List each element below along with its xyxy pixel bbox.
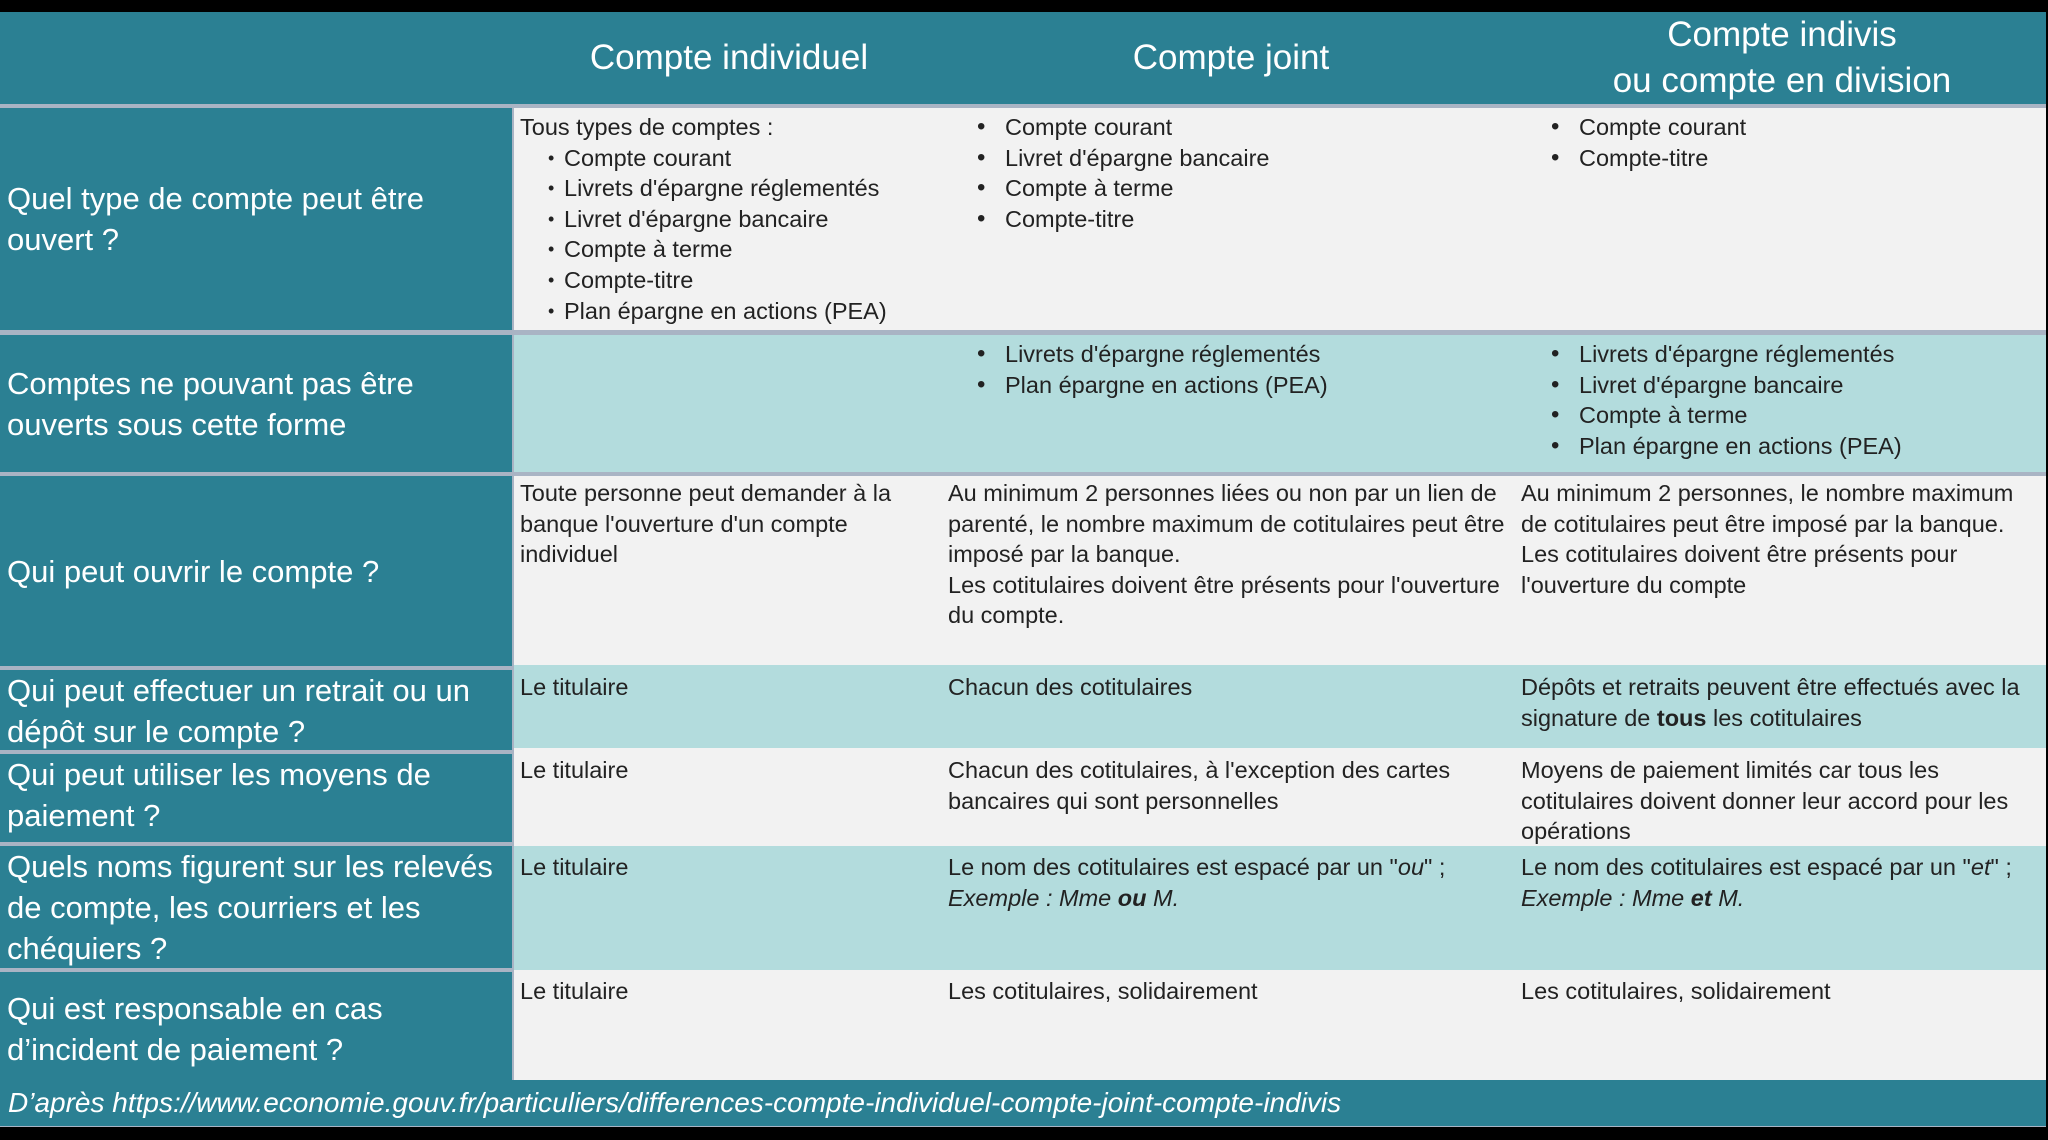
list-item: • Plan épargne en actions (PEA) xyxy=(977,370,1517,401)
list-item: • Compte à terme xyxy=(977,173,1517,204)
cell-individuel-noms: Le titulaire xyxy=(520,854,629,880)
row-label-noms-releves: Quels noms figurent sur les relevés de compte, les courriers et les chéquiers ? xyxy=(0,846,512,968)
cell-indivis-responsable: Les cotitulaires, solidairement xyxy=(1521,978,1831,1004)
list-item: • Compte à terme xyxy=(548,234,940,265)
cell-individuel-types: Tous types de comptes : • Compte courant • Livrets d'épargne réglementés • Livret d'épargne bancaire • Compte à terme • Compte-titre • Plan épargne en actions (PEA) xyxy=(520,112,940,326)
list-indivis-non-ouvrables xyxy=(1551,339,2041,461)
list-item: • Plan épargne en actions (PEA) xyxy=(548,296,940,327)
list-indivis-types xyxy=(1551,112,2041,173)
cell-joint-responsable: Les cotitulaires, solidairement xyxy=(948,978,1258,1004)
list-item: • Compte-titre xyxy=(977,204,1517,235)
cell-individuel-ouverture: Toute personne peut demander à la banque l'ouverture d'un compte individuel xyxy=(520,480,892,568)
column-header-joint: Compte joint xyxy=(1132,38,1330,77)
cell-indivis-types xyxy=(1551,112,2041,173)
list-item: • Livrets d'épargne réglementés xyxy=(977,339,1517,370)
list-joint-non-ouvrables xyxy=(977,339,1517,400)
source-footer: D’après https://www.economie.gouv.fr/particuliers/differences-compte-individuel-compte-joint-compte-indivis xyxy=(0,1080,2046,1126)
cell-indivis-non-ouvrables xyxy=(1551,339,2041,461)
list-item: • Compte courant xyxy=(977,112,1517,143)
list-joint-types xyxy=(977,112,1517,234)
cell-joint-retrait: Chacun des cotitulaires xyxy=(948,674,1193,700)
list-item: • Livrets d'épargne réglementés xyxy=(548,173,940,204)
cell-joint-noms: Le nom des cotitulaires est espacé par un "ou" ; Exemple : Mme ou M. xyxy=(948,854,1446,911)
row-label-non-ouvrables: Comptes ne pouvant pas être ouverts sous cette forme xyxy=(0,335,512,472)
list-item: • Compte-titre xyxy=(548,265,940,296)
cell-joint-non-ouvrables xyxy=(977,339,1517,400)
cell-indivis-retrait: Dépôts et retraits peuvent être effectués avec la signature de tous les cotitulaires xyxy=(1521,674,2020,731)
cell-indivis-ouverture: Au minimum 2 personnes, le nombre maximum de cotitulaires peut être imposé par la banque. Les cotitulaires doivent être présents pour l'ouverture du compte xyxy=(1521,480,2014,598)
list-item: • Livret d'épargne bancaire xyxy=(548,204,940,235)
column-header-indivis: Compte indivis ou compte en division xyxy=(1612,15,1952,100)
cell-indivis-noms: Le nom des cotitulaires est espacé par un "et" ; Exemple : Mme et M. xyxy=(1521,854,2012,911)
row-label-types-ouvrables: Quel type de compte peut être ouvert ? xyxy=(0,108,512,330)
row-label-retrait-depot: Qui peut effectuer un retrait ou un dépôt sur le compte ? xyxy=(0,670,512,750)
table-header-row xyxy=(0,12,2046,104)
column-header-individuel: Compte individuel xyxy=(589,38,869,77)
cell-joint-types xyxy=(977,112,1517,234)
list-item: • Compte-titre xyxy=(1551,143,2041,174)
list-item: • Livrets d'épargne réglementés xyxy=(1551,339,2041,370)
cell-individuel-responsable: Le titulaire xyxy=(520,978,629,1004)
cell-joint-ouverture: Au minimum 2 personnes liées ou non par un lien de parenté, le nombre maximum de cotitulaires peut être imposé par la banque. Les cotitulaires doivent être présents pour l'ouverture du compte. xyxy=(948,480,1505,629)
list-individuel-types xyxy=(548,143,940,327)
list-item: • Livret d'épargne bancaire xyxy=(977,143,1517,174)
list-item: • Compte courant xyxy=(548,143,940,174)
row-label-spacer xyxy=(0,972,512,988)
row-label-qui-peut-ouvrir: Qui peut ouvrir le compte ? xyxy=(0,476,512,666)
list-item: • Plan épargne en actions (PEA) xyxy=(1551,431,2041,462)
row-label-moyens-paiement: Qui peut utiliser les moyens de paiement ? xyxy=(0,754,512,842)
list-item: • Compte courant xyxy=(1551,112,2041,143)
cell-individuel-paiement: Le titulaire xyxy=(520,757,629,783)
row-label-responsable-incident: Qui est responsable en cas d’incident de paiement ? xyxy=(0,988,512,1080)
comparison-slide xyxy=(0,12,2046,1127)
cell-joint-paiement: Chacun des cotitulaires, à l'exception des cartes bancaires qui sont personnelles xyxy=(948,757,1451,814)
cell-indivis-paiement: Moyens de paiement limités car tous les cotitulaires doivent donner leur accord pour les opérations xyxy=(1521,757,2009,845)
list-item: • Livret d'épargne bancaire xyxy=(1551,370,2041,401)
cell-individuel-retrait: Le titulaire xyxy=(520,674,629,700)
list-item: • Compte à terme xyxy=(1551,400,2041,431)
